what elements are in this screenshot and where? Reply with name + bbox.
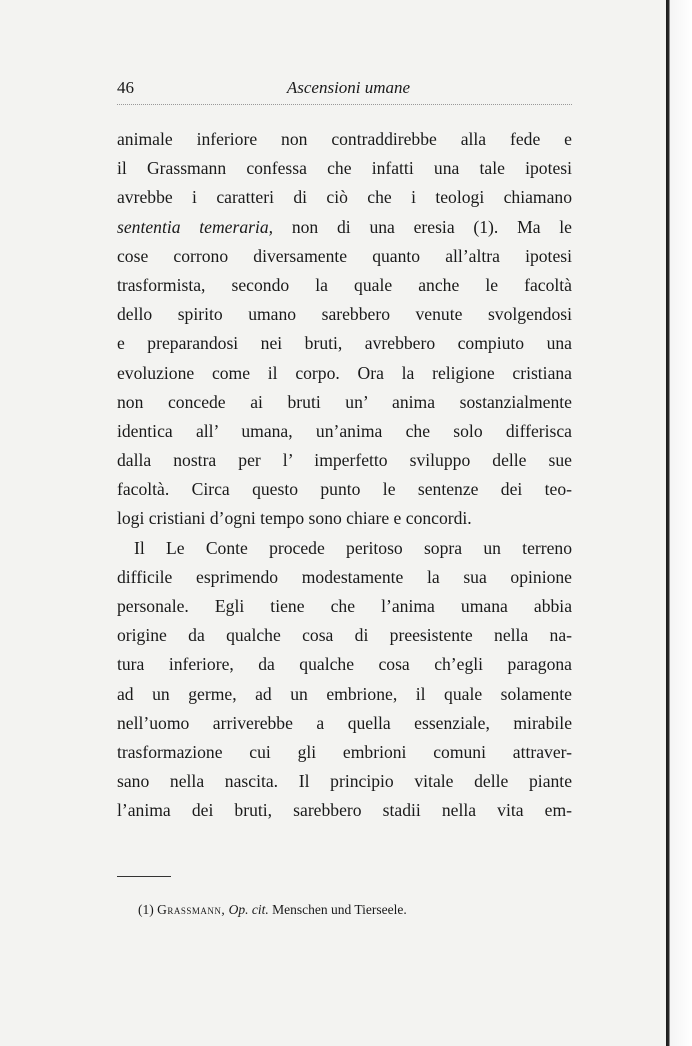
header-rule	[117, 104, 572, 105]
text-line: Il Le Conte procede peritoso sopra un terreno	[134, 537, 572, 558]
page-header	[117, 76, 572, 100]
text-line: non concede ai bruti un’ anima sostanzialmente	[117, 391, 572, 412]
text-line: sano nella nascita. Il principio vitale delle piante	[117, 771, 572, 792]
footnote-marker: (1)	[138, 902, 154, 917]
text-line: nell’uomo arriverebbe a quella essenziale, mirabile	[117, 712, 572, 733]
footnote-work: Op. cit.	[228, 902, 269, 917]
page-number: 46	[117, 78, 134, 97]
footnote	[138, 902, 407, 918]
body-text	[117, 125, 572, 826]
running-title: Ascensioni umane	[286, 78, 411, 97]
footnote-rule	[117, 876, 171, 877]
text-line-rest: non di una eresia (1). Ma le	[273, 216, 572, 237]
text-line: l’anima dei bruti, sarebbero stadii nella vita em-	[117, 800, 572, 821]
page-edge	[666, 0, 692, 1046]
text-line: cose corrono diversamente quanto all’altra ipotesi	[117, 245, 572, 266]
text-line: il Grassmann confessa che infatti una tale ipotesi	[117, 158, 572, 179]
text-line: avrebbe i caratteri di ciò che i teologi chiamano	[117, 187, 572, 208]
text-line: dello spirito umano sarebbero venute svolgendosi	[117, 304, 572, 325]
text-line: personale. Egli tiene che l’anima umana abbia	[117, 596, 572, 616]
text-line: trasformazione cui gli embrioni comuni attraver-	[117, 741, 572, 762]
text-line: e preparandosi nei bruti, avrebbero compiuto una	[117, 333, 572, 354]
italic-phrase: sententia temeraria,	[117, 216, 274, 237]
text-line: trasformista, secondo la quale anche le facoltà	[117, 274, 572, 295]
text-line: identica all’ umana, un’anima che solo differisca	[117, 420, 572, 441]
footnote-text: Menschen und Tierseele.	[272, 902, 407, 917]
text-line: animale inferiore non contraddirebbe alla fede e	[117, 129, 572, 149]
text-line: logi cristiani d’ogni tempo sono chiare e concordi.	[117, 508, 472, 529]
text-line: dalla nostra per l’ imperfetto sviluppo delle sue	[117, 450, 572, 471]
footnote-author: Grassmann,	[157, 902, 226, 917]
text-line: tura inferiore, da qualche cosa ch’egli paragona	[117, 654, 572, 675]
text-line	[117, 213, 572, 242]
text-line: difficile esprimendo modestamente la sua opinione	[117, 566, 572, 587]
text-line: evoluzione come il corpo. Ora la religione cristiana	[117, 362, 572, 383]
text-line: facoltà. Circa questo punto le sentenze dei teo-	[117, 479, 572, 500]
text-line: ad un germe, ad un embrione, il quale solamente	[117, 683, 572, 704]
text-line: origine da qualche cosa di preesistente nella na-	[117, 625, 572, 646]
